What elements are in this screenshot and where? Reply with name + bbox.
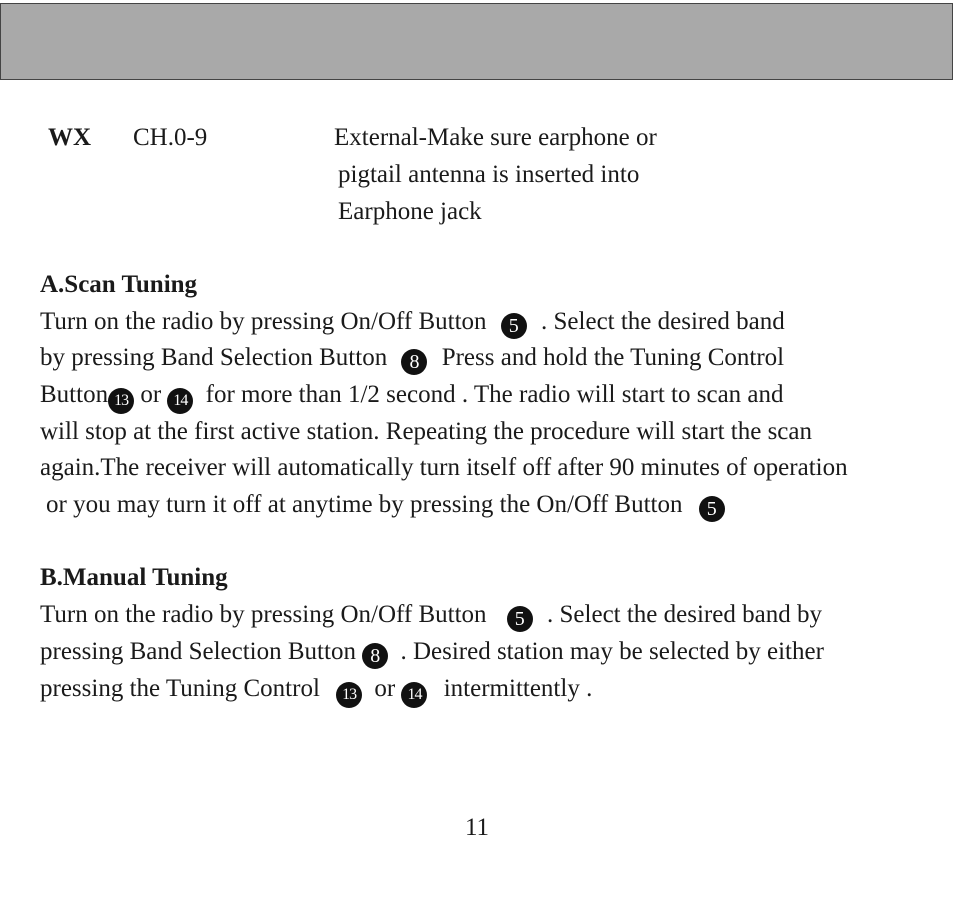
scan-line-5: again.The receiver will automatically turn itself off after 90 minutes of operation [40,454,848,481]
scan-line-1-text-a: Turn on the radio by pressing On/Off Button [40,308,487,335]
button-5-icon: 5 [501,313,527,339]
scan-line-2-text-b: Press and hold the Tuning Control [441,344,785,371]
manual-line-3-or: or [374,675,396,702]
scan-line-4: will stop at the first active station. Repeating the procedure will start the scan [40,418,812,445]
wx-channels: CH.0-9 [133,124,208,151]
button-5-icon: 5 [699,496,725,522]
manual-heading: B.Manual Tuning [40,564,228,591]
wx-note-line-2: pigtail antenna is inserted into [338,161,640,188]
scan-line-6 [46,490,725,522]
button-14-icon: 14 [167,388,193,414]
manual-line-1-text-a: Turn on the radio by pressing On/Off Button [40,601,487,628]
button-14-icon: 14 [401,682,427,708]
scan-line-2 [40,343,784,375]
button-13-icon: 13 [336,682,362,708]
header-bar [0,3,953,80]
button-13-icon: 13 [108,388,134,414]
scan-line-6-text: or you may turn it off at anytime by pressing the On/Off Button [46,491,683,518]
page-number: 11 [464,814,490,841]
wx-band-label: WX [48,124,92,151]
scan-line-3-text-b: for more than 1/2 second . The radio will start to scan and [205,381,784,408]
manual-line-2-text-a: pressing Band Selection Button [40,638,356,665]
manual-line-1-text-b: . Select the desired band by [547,601,822,628]
wx-note-line-3: Earphone jack [338,198,482,225]
scan-line-1 [40,307,785,339]
manual-line-3-text-a: pressing the Tuning Control [40,675,320,702]
manual-line-3-text-b: intermittently . [443,675,593,702]
scan-line-1-text-b: . Select the desired band [541,308,785,335]
scan-line-3-text-a: Button [40,381,109,408]
button-8-icon: 8 [362,643,388,669]
scan-line-2-text-a: by pressing Band Selection Button [40,344,388,371]
manual-line-2 [40,637,824,669]
wx-note-line-1: External-Make sure earphone or [334,124,657,151]
scan-line-3-or: or [140,381,162,408]
scan-heading: A.Scan Tuning [40,271,198,298]
manual-line-1 [40,600,822,632]
button-8-icon: 8 [401,349,427,375]
manual-line-2-text-b: . Desired station may be selected by either [400,638,824,665]
scan-line-3 [40,380,784,414]
manual-line-3 [40,674,592,708]
button-5-icon: 5 [507,606,533,632]
